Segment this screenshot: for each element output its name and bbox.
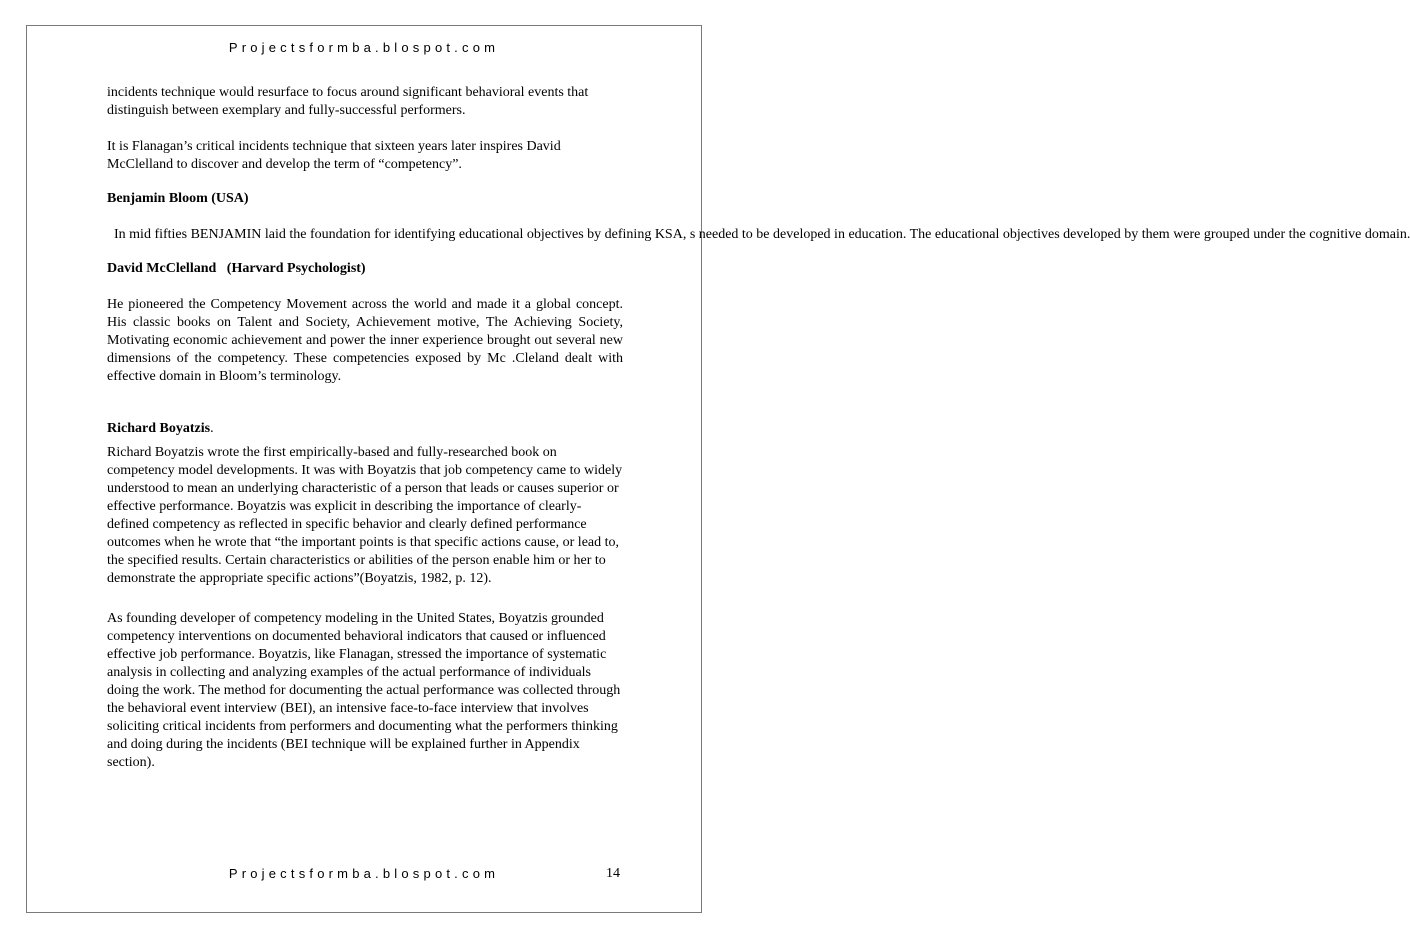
page-header: Projectsformba.blospot.com [228,40,500,55]
document-body [107,84,1410,772]
heading-david-mcclelland: David McClelland (Harvard Psychologist) [107,261,366,276]
heading-benjamin-bloom: Benjamin Bloom (USA) [107,191,249,206]
heading-richard-boyatzis-period: . [210,421,214,436]
paragraph-boyatzis-modeling: As founding developer of competency modeling in the United States, Boyatzis grounded competency interventions on documented behavioral indicators that caused or influenced effective job performance. Boyatzis, like Flanagan, stressed the importance of systematic analysis in collecting and analyzing examples of the actual performance of individuals doing the work. The method for documenting the actual performance was collected through the behavioral event interview (BEI), an intensive face-to-face interview that involves soliciting critical incidents from performers and documenting what the performers thinking and doing during the incidents (BEI technique will be explained further in Appendix section). [107,611,621,770]
paragraph-bloom [107,226,1410,244]
paragraph-bloom-text: In mid fifties BENJAMIN laid the foundation for identifying educational objectives by defining KSA, s needed to be developed in education. The educational objectives developed by them were grouped under the cognitive domain. [107,227,1410,242]
paragraph-flanagan-mcclelland: It is Flanagan’s critical incidents technique that sixteen years later inspires David McClelland to discover and develop the term of “competency”. [107,139,561,172]
paragraph-boyatzis-book: Richard Boyatzis wrote the first empirically-based and fully-researched book on competency model developments. It was with Boyatzis that job competency came to widely understood to mean an underlying characteristic of a person that leads or causes superior or effective performance. Boyatzis was explicit in describing the importance of clearly-defined competency as reflected in specific behavior and clearly defined performance outcomes when he wrote that “the important points is that specific actions cause, or lead to, the specified results. Certain characteristics or abilities of the person enable him or her to demonstrate the appropriate specific actions”(Boyatzis, 1982, p. 12). [107,445,623,586]
heading-richard-boyatzis-text: Richard Boyatzis [107,421,211,436]
paragraph-flanagan-continued: incidents technique would resurface to focus around significant behavioral events that distinguish between exemplary and fully-successful performers. [107,85,589,118]
paragraph-mcclelland: He pioneered the Competency Movement across the world and made it a global concept. His classic books on Talent and Society, Achievement motive, The Achieving Society, Motivating economic achievement and power the inner experience brought out several new dimensions of the competency. These competencies exposed by Mc .Cleland dealt with effective domain in Bloom’s terminology. [107,297,623,384]
heading-richard-boyatzis [107,420,623,438]
page-footer: Projectsformba.blospot.com [228,866,500,881]
page-number: 14 [606,866,620,881]
